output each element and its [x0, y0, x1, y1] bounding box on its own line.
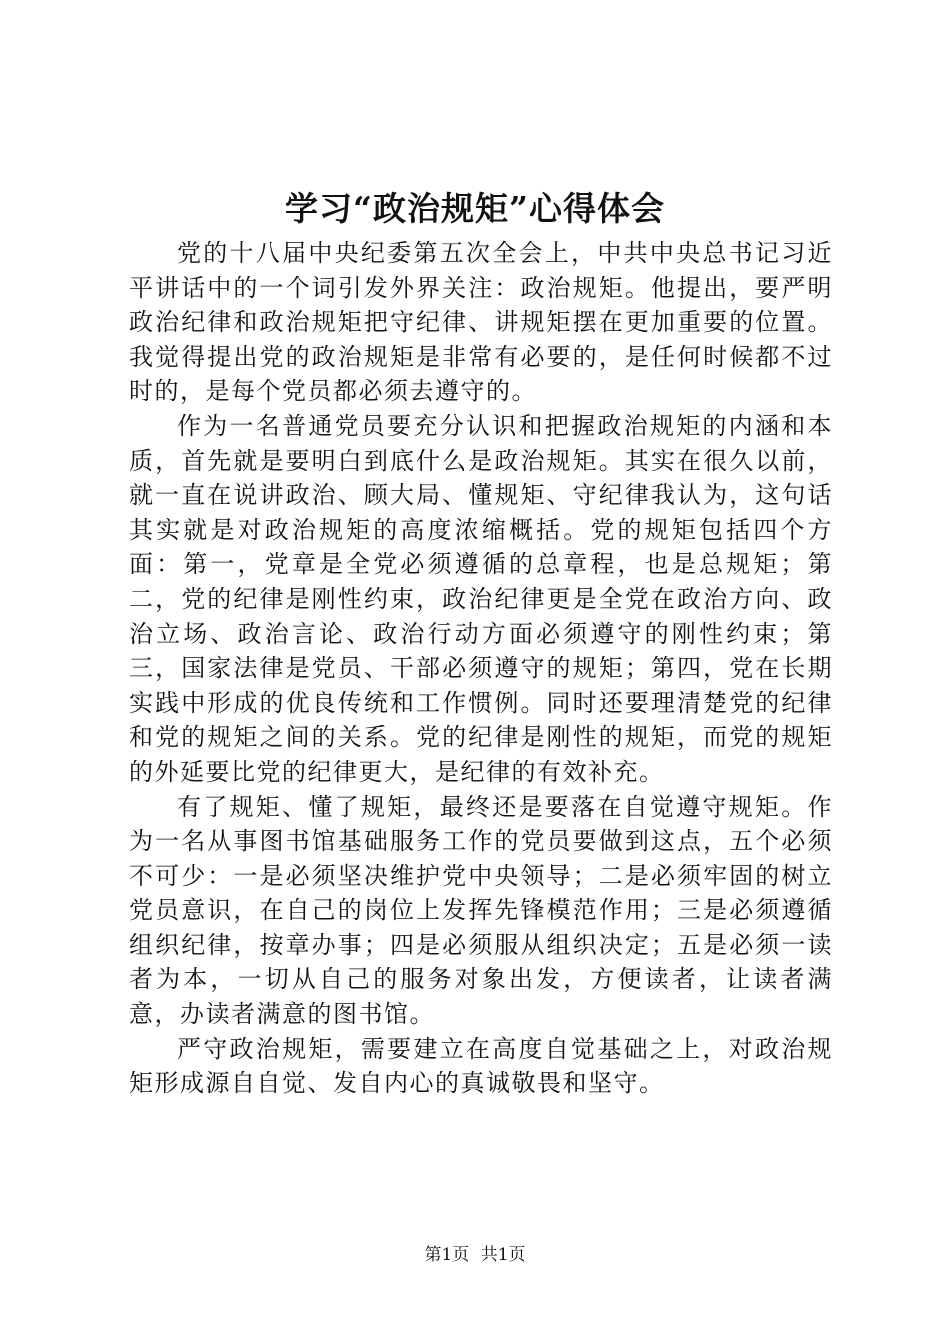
- paragraph-3: 有了规矩、懂了规矩，最终还是要落在自觉遵守规矩。作为一名从事图书馆基础服务工作的党员要做到这点，五个必须不可少：一是必须坚决维护党中央领导；二是必须牢固的树立党员意识，在自己的岗位上发挥先锋模范作用；三是必须遵循组织纪律，按章办事；四是必须服从组织决定；五是必须一读者为本，一切从自己的服务对象出发，方便读者，让读者满意，办读者满意的图书馆。: [129, 792, 833, 1029]
- paragraph-1: 党的十八届中央纪委第五次全会上，中共中央总书记习近平讲话中的一个词引发外界关注：政治规矩。他提出，要严明政治纪律和政治规矩把守纪律、讲规矩摆在更加重要的位置。我觉得提出党的政治规矩是非常有必要的，是任何时候都不过时的，是每个党员都必须去遵守的。: [129, 239, 833, 406]
- page-footer: [0, 1244, 950, 1266]
- document-title: 学习“政治规矩”心得体会: [285, 189, 665, 228]
- paragraph-2: 作为一名普通党员要充分认识和把握政治规矩的内涵和本质，首先就是要明白到底什么是政治规矩。其实在很久以前，就一直在说讲政治、顾大局、懂规矩、守纪律我认为，这句话其实就是对政治规矩的高度浓缩概括。党的规矩包括四个方面：第一，党章是全党必须遵循的总章程，也是总规矩；第二，党的纪律是刚性约束，政治纪律更是全党在政治方向、政治立场、政治言论、政治行动方面必须遵守的刚性约束；第三，国家法律是党员、干部必须遵守的规矩；第四，党在长期实践中形成的优良传统和工作惯例。同时还要理清楚党的纪律和党的规矩之间的关系。党的纪律是刚性的规矩，而党的规矩的外延要比党的纪律更大，是纪律的有效补充。: [129, 411, 833, 786]
- paragraph-4: 严守政治规矩，需要建立在高度自觉基础之上，对政治规矩形成源自自觉、发自内心的真诚敬畏和坚守。: [129, 1034, 833, 1098]
- document-body: [129, 236, 833, 1101]
- page-total: 共1页: [480, 1245, 526, 1265]
- page-number: 第1页: [424, 1245, 470, 1265]
